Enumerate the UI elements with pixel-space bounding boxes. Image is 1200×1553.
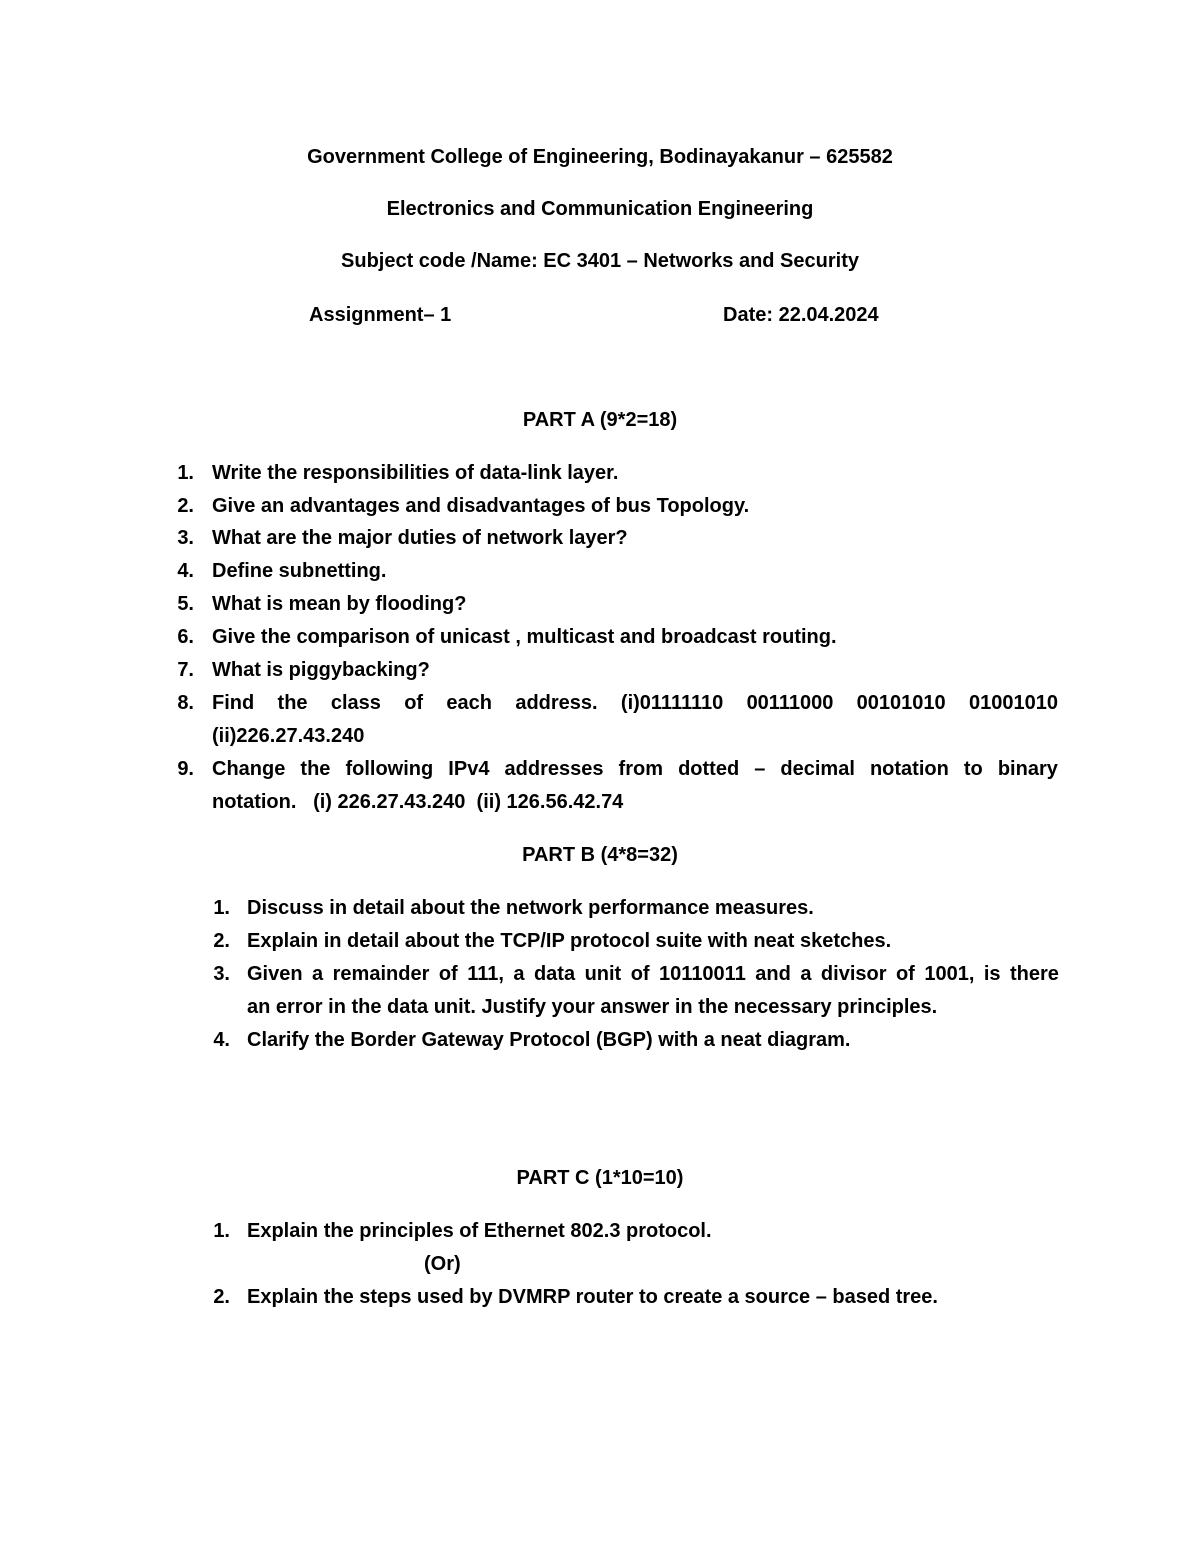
word: and xyxy=(755,963,791,985)
word: binary xyxy=(997,758,1058,780)
word: addresses xyxy=(504,758,604,780)
list-item-number: 4. xyxy=(177,560,194,582)
list-item: Explain the steps used by DVMRP router to create a source – based tree. xyxy=(247,1286,938,1308)
word: notation xyxy=(869,758,949,780)
word: of xyxy=(404,692,424,714)
word: 01001010 xyxy=(968,692,1058,714)
list-item-number: 3. xyxy=(213,963,230,985)
list-item-number: 3. xyxy=(177,527,194,549)
word: to xyxy=(963,758,983,780)
word: 00111000 xyxy=(746,692,834,714)
assignment-label: Assignment– 1 xyxy=(309,304,452,326)
word: a xyxy=(513,963,525,985)
word: data xyxy=(533,963,576,985)
list-item-number: 9. xyxy=(177,758,194,780)
word: unit xyxy=(584,963,622,985)
word: 111, xyxy=(467,963,504,985)
list-item-justified xyxy=(212,691,1058,715)
word: the xyxy=(277,692,308,714)
part-b-title: PART B (4*8=32) xyxy=(522,844,678,866)
list-item: Give the comparison of unicast , multicast and broadcast routing. xyxy=(212,626,837,648)
list-item-continuation: notation. (i) 226.27.43.240 (ii) 126.56.42.74 xyxy=(212,791,624,813)
word: of xyxy=(895,963,915,985)
list-item-number: 4. xyxy=(213,1029,230,1051)
word: Find xyxy=(212,692,255,714)
list-item-number: 2. xyxy=(213,1286,230,1308)
word: of xyxy=(438,963,458,985)
word: class xyxy=(330,692,381,714)
college-name: Government College of Engineering, Bodinayakanur – 625582 xyxy=(307,146,893,168)
list-item-number: 1. xyxy=(213,897,230,919)
list-item-continuation: (ii)226.27.43.240 xyxy=(212,725,365,747)
word: each xyxy=(446,692,493,714)
list-item: What is mean by flooding? xyxy=(212,593,467,615)
word: the xyxy=(300,758,331,780)
word: a xyxy=(800,963,812,985)
list-item: What are the major duties of network layer? xyxy=(212,527,628,549)
word: address. xyxy=(515,692,598,714)
list-item-continuation: an error in the data unit. Justify your answer in the necessary principles. xyxy=(247,996,938,1018)
word: decimal xyxy=(780,758,855,780)
part-a-title: PART A (9*2=18) xyxy=(522,409,678,431)
word: is xyxy=(983,963,1001,985)
word: 1001, xyxy=(924,963,975,985)
or-label: (Or) xyxy=(424,1253,461,1275)
list-item: Explain in detail about the TCP/IP protocol suite with neat sketches. xyxy=(247,930,892,952)
word: – xyxy=(754,758,766,780)
list-item-number: 1. xyxy=(213,1220,230,1242)
list-item-number: 6. xyxy=(177,626,194,648)
word: of xyxy=(630,963,650,985)
list-item-number: 7. xyxy=(177,659,194,681)
word: Given xyxy=(247,963,303,985)
list-item: Clarify the Border Gateway Protocol (BGP) with a neat diagram. xyxy=(247,1029,851,1051)
list-item: Explain the principles of Ethernet 802.3 protocol. xyxy=(247,1220,712,1242)
word: from xyxy=(618,758,663,780)
word: Change xyxy=(212,758,286,780)
list-item-number: 8. xyxy=(177,692,194,714)
subject-line: Subject code /Name: EC 3401 – Networks and Security xyxy=(341,250,859,272)
list-item-number: 2. xyxy=(213,930,230,952)
list-item-number: 5. xyxy=(177,593,194,615)
list-item: Write the responsibilities of data-link layer. xyxy=(212,462,619,484)
list-item-justified xyxy=(247,962,1059,986)
word: dotted xyxy=(678,758,740,780)
word: following xyxy=(345,758,434,780)
part-c-title: PART C (1*10=10) xyxy=(516,1167,684,1189)
list-item-number: 1. xyxy=(177,462,194,484)
word: 10110011 xyxy=(659,963,746,985)
list-item: Give an advantages and disadvantages of bus Topology. xyxy=(212,495,750,517)
list-item: Discuss in detail about the network performance measures. xyxy=(247,897,814,919)
list-item-justified xyxy=(212,757,1058,781)
word: remainder xyxy=(332,963,430,985)
word: (i)01111110 xyxy=(620,692,724,714)
word: IPv4 xyxy=(448,758,490,780)
list-item: What is piggybacking? xyxy=(212,659,430,681)
word: divisor xyxy=(820,963,887,985)
list-item-number: 2. xyxy=(177,495,194,517)
word: 00101010 xyxy=(856,692,946,714)
date-label: Date: 22.04.2024 xyxy=(723,304,879,326)
word: a xyxy=(312,963,324,985)
word: there xyxy=(1010,963,1059,985)
department-name: Electronics and Communication Engineering xyxy=(386,198,814,220)
list-item: Define subnetting. xyxy=(212,560,387,582)
